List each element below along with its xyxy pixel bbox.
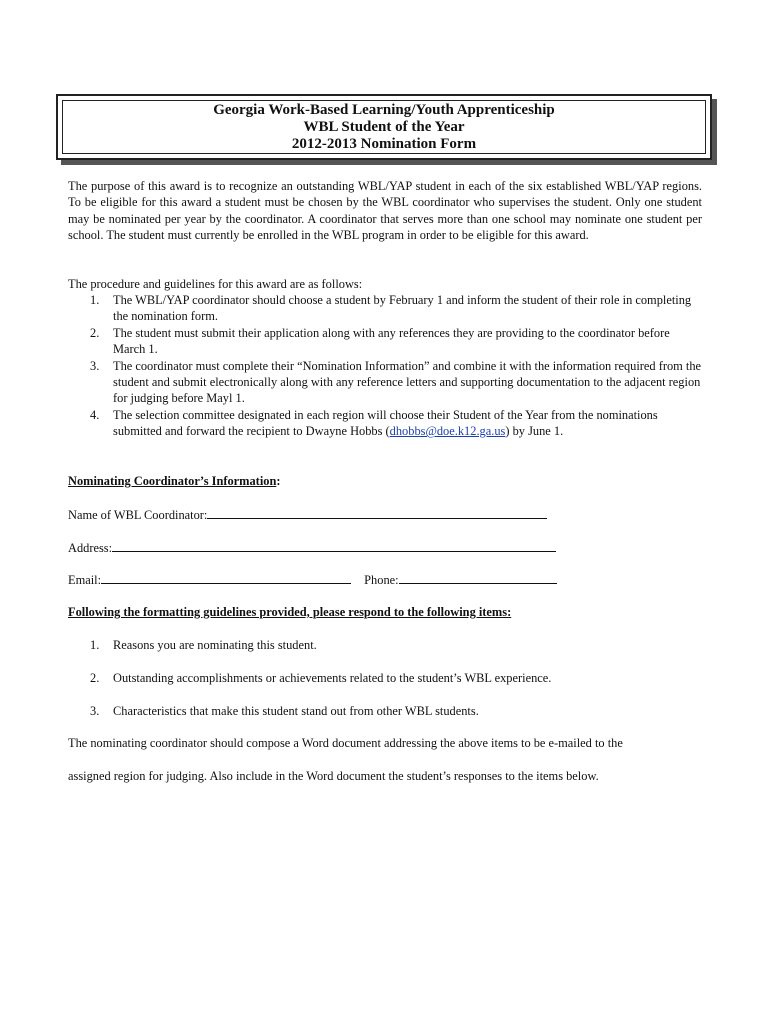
item-number: 2. bbox=[90, 671, 100, 685]
item-text: Characteristics that make this student stand out from other WBL students. bbox=[113, 704, 479, 718]
guideline-item bbox=[68, 670, 702, 703]
intro-paragraph: The purpose of this award is to recognize an outstanding WBL/YAP student in each of the six established WBL/YAP regions. To be eligible for this award a student must be chosen by the WBL coordinator who supervises the student. Only one student may be nominated per year by the coordinator. A coordinator that serves more than one school may nominate one student per school. The student must currently be enrolled in the WBL program in order to be eligible for this award. bbox=[68, 179, 702, 243]
address-label: Address: bbox=[68, 541, 113, 555]
email-phone-row bbox=[68, 571, 557, 588]
phone-label: Phone: bbox=[364, 573, 399, 587]
item-number: 2. bbox=[90, 325, 100, 340]
item-number: 3. bbox=[90, 358, 100, 373]
address-blank[interactable] bbox=[112, 539, 556, 552]
title-line-2: WBL Student of the Year bbox=[303, 118, 465, 135]
title-inner-frame bbox=[62, 100, 706, 154]
coordinator-name-label: Name of WBL Coordinator: bbox=[68, 508, 208, 522]
procedure-item bbox=[68, 292, 702, 325]
item-text: Reasons you are nominating this student. bbox=[113, 638, 317, 652]
closing-line-1: The nominating coordinator should compose a Word document addressing the above items to be e-mailed to the bbox=[68, 736, 623, 750]
title-box bbox=[56, 94, 712, 160]
guidelines-list bbox=[68, 637, 702, 736]
coordinator-heading-colon: : bbox=[276, 474, 281, 488]
guidelines-heading-text: Following the formatting guidelines provided, please respond to the following items: bbox=[68, 605, 512, 619]
item-number: 3. bbox=[90, 704, 100, 718]
phone-blank[interactable] bbox=[399, 571, 557, 584]
item-text: The coordinator must complete their “Nomination Information” and combine it with the information required from the student and submit electronically along with any reference letters and supporting documentation to the adjacent region for judging before Mayl 1. bbox=[113, 358, 702, 406]
item-text: The student must submit their application along with any references they are providing to the coordinator before March 1. bbox=[113, 325, 670, 357]
procedure-item bbox=[68, 325, 702, 358]
email-link[interactable]: dhobbs@doe.k12.ga.us bbox=[389, 424, 506, 439]
item-text: Outstanding accomplishments or achievements related to the student’s WBL experience. bbox=[113, 671, 552, 685]
item-text-after: ) by June 1. bbox=[505, 424, 564, 439]
item-number: 4. bbox=[90, 407, 100, 422]
procedure-lead: The procedure and guidelines for this award are as follows: bbox=[68, 277, 363, 291]
coordinator-name-field[interactable] bbox=[68, 506, 547, 523]
coordinator-heading bbox=[68, 473, 280, 489]
procedure-list bbox=[68, 292, 702, 440]
email-blank[interactable] bbox=[101, 571, 351, 584]
closing-line-2: assigned region for judging. Also include in the Word document the student’s responses to the items below. bbox=[68, 769, 599, 783]
item-number: 1. bbox=[90, 638, 100, 652]
coordinator-heading-text: Nominating Coordinator’s Information bbox=[68, 474, 277, 488]
guideline-item bbox=[68, 703, 702, 736]
coordinator-name-blank[interactable] bbox=[207, 506, 547, 519]
procedure-item bbox=[68, 358, 702, 407]
item-number: 1. bbox=[90, 293, 100, 307]
address-field[interactable] bbox=[68, 539, 556, 556]
item-text-before: The selection committee designated in each region will choose their Student of the Year from the nominations submitted and forward the recipient to Dwayne Hobbs ( bbox=[113, 407, 658, 439]
email-label: Email: bbox=[68, 573, 102, 587]
guideline-item bbox=[68, 637, 702, 670]
title-line-1: Georgia Work-Based Learning/Youth Apprenticeship bbox=[213, 101, 555, 118]
procedure-item bbox=[68, 407, 702, 440]
title-line-3: 2012-2013 Nomination Form bbox=[291, 135, 477, 152]
item-text: The WBL/YAP coordinator should choose a student by February 1 and inform the student of their role in completing the nomination form. bbox=[113, 293, 692, 324]
guidelines-heading bbox=[68, 604, 511, 620]
